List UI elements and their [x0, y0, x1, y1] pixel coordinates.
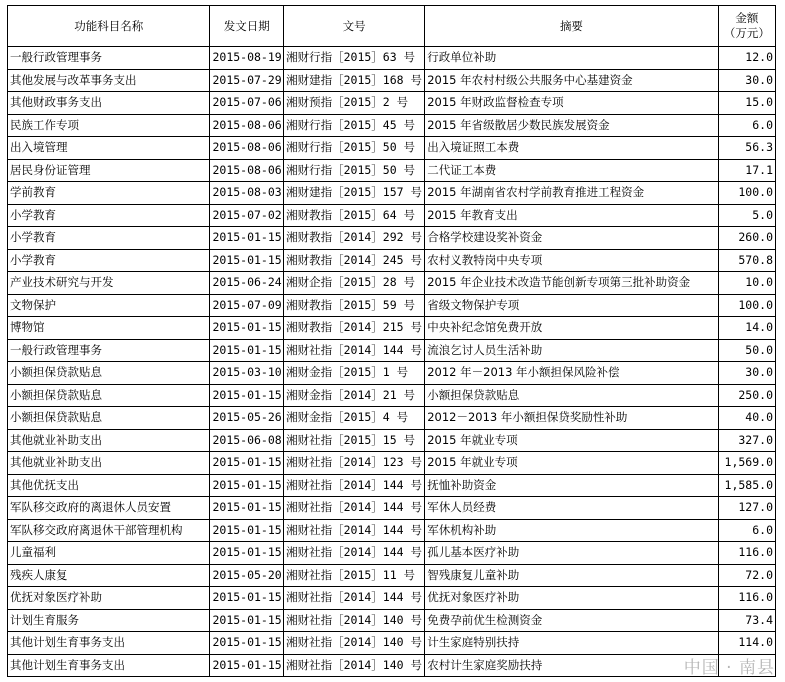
- cell-name: 产业技术研究与开发: [8, 272, 210, 295]
- cell-summary: 抚恤补助资金: [425, 474, 718, 497]
- cell-name: 其他就业补助支出: [8, 429, 210, 452]
- cell-doc-number: 湘财社指［2014］140 号: [284, 609, 425, 632]
- cell-amount: 56.3: [718, 137, 775, 160]
- cell-summary: 行政单位补助: [425, 47, 718, 70]
- cell-date: 2015-07-29: [210, 69, 284, 92]
- cell-date: 2015-01-15: [210, 632, 284, 655]
- cell-amount: 100.0: [718, 182, 775, 205]
- cell-date: 2015-01-15: [210, 384, 284, 407]
- cell-name: 学前教育: [8, 182, 210, 205]
- cell-date: 2015-03-10: [210, 362, 284, 385]
- cell-name: 博物馆: [8, 317, 210, 340]
- cell-summary: 2015 年农村村级公共服务中心基建资金: [425, 69, 718, 92]
- cell-summary: 军休人员经费: [425, 497, 718, 520]
- cell-doc-number: 湘财社指［2014］144 号: [284, 474, 425, 497]
- cell-name: 民族工作专项: [8, 114, 210, 137]
- cell-amount: 12.0: [718, 47, 775, 70]
- table-row: [8, 339, 776, 362]
- cell-doc-number: 湘财社指［2014］144 号: [284, 587, 425, 610]
- cell-date: 2015-08-03: [210, 182, 284, 205]
- cell-amount: 114.0: [718, 632, 775, 655]
- cell-summary: 小额担保贷款贴息: [425, 384, 718, 407]
- table-row: [8, 227, 776, 250]
- cell-summary: 出入境证照工本费: [425, 137, 718, 160]
- table-row: [8, 69, 776, 92]
- cell-amount: 30.0: [718, 69, 775, 92]
- table-row: [8, 272, 776, 295]
- cell-date: 2015-07-09: [210, 294, 284, 317]
- cell-name: 小额担保贷款贴息: [8, 384, 210, 407]
- cell-name: 居民身份证管理: [8, 159, 210, 182]
- table-row: [8, 654, 776, 677]
- cell-amount: 50.0: [718, 339, 775, 362]
- cell-amount: 100.0: [718, 294, 775, 317]
- cell-amount: 327.0: [718, 429, 775, 452]
- cell-summary: 计生家庭特别扶持: [425, 632, 718, 655]
- table-row: [8, 137, 776, 160]
- cell-doc-number: 湘财社指［2014］140 号: [284, 632, 425, 655]
- header-amount-line1: 金额: [735, 11, 759, 25]
- cell-amount: 1,585.0: [718, 474, 775, 497]
- table-row: [8, 407, 776, 430]
- cell-name: 其他就业补助支出: [8, 452, 210, 475]
- cell-summary: 流浪乞讨人员生活补助: [425, 339, 718, 362]
- cell-name: 其他计划生育事务支出: [8, 654, 210, 677]
- cell-summary: 2015 年就业专项: [425, 429, 718, 452]
- table-row: [8, 609, 776, 632]
- cell-amount: 1,569.0: [718, 452, 775, 475]
- cell-summary: 免费孕前优生检测资金: [425, 609, 718, 632]
- cell-date: 2015-05-26: [210, 407, 284, 430]
- cell-date: 2015-08-06: [210, 137, 284, 160]
- cell-name: 小学教育: [8, 204, 210, 227]
- header-doc: 文号: [284, 6, 425, 47]
- cell-summary: 合格学校建设奖补资金: [425, 227, 718, 250]
- table-row: [8, 587, 776, 610]
- header-amount-line2: （万元）: [723, 26, 770, 40]
- cell-summary: 农村计生家庭奖励扶持: [425, 654, 718, 677]
- cell-name: 一般行政管理事务: [8, 47, 210, 70]
- cell-amount: 17.1: [718, 159, 775, 182]
- cell-summary: 2015 年财政监督检查专项: [425, 92, 718, 115]
- cell-date: 2015-01-15: [210, 249, 284, 272]
- table-row: [8, 519, 776, 542]
- cell-summary: 军休机构补助: [425, 519, 718, 542]
- table-row: [8, 47, 776, 70]
- cell-name: 小学教育: [8, 227, 210, 250]
- cell-amount: 10.0: [718, 272, 775, 295]
- cell-doc-number: 湘财社指［2014］123 号: [284, 452, 425, 475]
- header-amount: [718, 6, 775, 47]
- table-row: [8, 632, 776, 655]
- cell-doc-number: 湘财教指［2015］64 号: [284, 204, 425, 227]
- header-row: [8, 6, 776, 47]
- cell-name: 优抚对象医疗补助: [8, 587, 210, 610]
- cell-date: 2015-01-15: [210, 609, 284, 632]
- cell-summary: 2012 年－2013 年小额担保风险补偿: [425, 362, 718, 385]
- cell-name: 残疾人康复: [8, 564, 210, 587]
- cell-amount: 570.8: [718, 249, 775, 272]
- table-row: [8, 317, 776, 340]
- header-name: 功能科目名称: [8, 6, 210, 47]
- cell-date: 2015-07-06: [210, 92, 284, 115]
- cell-doc-number: 湘财社指［2015］11 号: [284, 564, 425, 587]
- cell-name: 其他发展与改革事务支出: [8, 69, 210, 92]
- cell-amount: 5.0: [718, 204, 775, 227]
- table-row: [8, 249, 776, 272]
- cell-date: 2015-06-24: [210, 272, 284, 295]
- cell-name: 计划生育服务: [8, 609, 210, 632]
- cell-amount: 73.4: [718, 609, 775, 632]
- cell-amount: 6.0: [718, 519, 775, 542]
- cell-date: 2015-01-15: [210, 474, 284, 497]
- cell-name: 小额担保贷款贴息: [8, 362, 210, 385]
- table-row: [8, 182, 776, 205]
- cell-doc-number: 湘财教指［2014］245 号: [284, 249, 425, 272]
- cell-doc-number: 湘财金指［2015］1 号: [284, 362, 425, 385]
- cell-summary: 二代证工本费: [425, 159, 718, 182]
- cell-amount: 250.0: [718, 384, 775, 407]
- table-row: [8, 564, 776, 587]
- table-row: [8, 114, 776, 137]
- funding-table: [7, 5, 776, 677]
- cell-doc-number: 湘财行指［2015］63 号: [284, 47, 425, 70]
- cell-amount: 116.0: [718, 587, 775, 610]
- cell-doc-number: 湘财金指［2014］21 号: [284, 384, 425, 407]
- cell-summary: 2015 年省级散居少数民族发展资金: [425, 114, 718, 137]
- cell-date: 2015-01-15: [210, 519, 284, 542]
- cell-summary: 优抚对象医疗补助: [425, 587, 718, 610]
- cell-name: 小学教育: [8, 249, 210, 272]
- cell-doc-number: 湘财建指［2015］168 号: [284, 69, 425, 92]
- cell-date: 2015-01-15: [210, 654, 284, 677]
- cell-doc-number: 湘财社指［2014］144 号: [284, 497, 425, 520]
- cell-doc-number: 湘财社指［2014］140 号: [284, 654, 425, 677]
- cell-amount: 30.0: [718, 362, 775, 385]
- cell-summary: 智残康复儿童补助: [425, 564, 718, 587]
- cell-doc-number: 湘财行指［2015］45 号: [284, 114, 425, 137]
- cell-summary: 农村义教特岗中央专项: [425, 249, 718, 272]
- cell-summary: 中央补纪念馆免费开放: [425, 317, 718, 340]
- cell-name: 出入境管理: [8, 137, 210, 160]
- cell-doc-number: 湘财企指［2015］28 号: [284, 272, 425, 295]
- cell-date: 2015-05-20: [210, 564, 284, 587]
- cell-name: 文物保护: [8, 294, 210, 317]
- table-row: [8, 294, 776, 317]
- cell-amount: 6.0: [718, 114, 775, 137]
- cell-name: 军队移交政府的离退休人员安置: [8, 497, 210, 520]
- cell-doc-number: 湘财教指［2014］292 号: [284, 227, 425, 250]
- table-row: [8, 204, 776, 227]
- cell-amount: 72.0: [718, 564, 775, 587]
- table-row: [8, 92, 776, 115]
- cell-date: 2015-08-06: [210, 114, 284, 137]
- cell-doc-number: 湘财建指［2015］157 号: [284, 182, 425, 205]
- cell-doc-number: 湘财社指［2015］15 号: [284, 429, 425, 452]
- table-row: [8, 497, 776, 520]
- cell-name: 其他优抚支出: [8, 474, 210, 497]
- header-summary: 摘要: [425, 6, 718, 47]
- watermark-text: 中国 · 南县: [683, 658, 775, 678]
- table-row: [8, 362, 776, 385]
- cell-date: 2015-01-15: [210, 339, 284, 362]
- cell-doc-number: 湘财社指［2014］144 号: [284, 519, 425, 542]
- cell-date: 2015-07-02: [210, 204, 284, 227]
- cell-amount: 116.0: [718, 542, 775, 565]
- cell-summary: 2015 年企业技术改造节能创新专项第三批补助资金: [425, 272, 718, 295]
- cell-doc-number: 湘财预指［2015］2 号: [284, 92, 425, 115]
- table-row: [8, 542, 776, 565]
- cell-summary: 省级文物保护专项: [425, 294, 718, 317]
- cell-amount: 40.0: [718, 407, 775, 430]
- cell-name: 军队移交政府离退休干部管理机构: [8, 519, 210, 542]
- table-row: [8, 474, 776, 497]
- cell-amount: 260.0: [718, 227, 775, 250]
- cell-summary: 2015 年就业专项: [425, 452, 718, 475]
- cell-doc-number: 湘财社指［2014］144 号: [284, 542, 425, 565]
- cell-date: 2015-01-15: [210, 497, 284, 520]
- cell-doc-number: 湘财金指［2015］4 号: [284, 407, 425, 430]
- cell-doc-number: 湘财教指［2015］59 号: [284, 294, 425, 317]
- cell-name: 一般行政管理事务: [8, 339, 210, 362]
- cell-date: 2015-08-19: [210, 47, 284, 70]
- cell-date: 2015-06-08: [210, 429, 284, 452]
- cell-name: 其他计划生育事务支出: [8, 632, 210, 655]
- cell-summary: 孤儿基本医疗补助: [425, 542, 718, 565]
- cell-summary: 2015 年湖南省农村学前教育推进工程资金: [425, 182, 718, 205]
- table-row: [8, 159, 776, 182]
- cell-name: 其他财政事务支出: [8, 92, 210, 115]
- header-date: 发文日期: [210, 6, 284, 47]
- cell-amount: 14.0: [718, 317, 775, 340]
- cell-doc-number: 湘财社指［2014］144 号: [284, 339, 425, 362]
- cell-date: 2015-08-06: [210, 159, 284, 182]
- cell-summary: 2012－2013 年小额担保贷奖励性补助: [425, 407, 718, 430]
- cell-date: 2015-01-15: [210, 452, 284, 475]
- cell-name: 小额担保贷款贴息: [8, 407, 210, 430]
- cell-date: 2015-01-15: [210, 542, 284, 565]
- table-row: [8, 429, 776, 452]
- table-row: [8, 384, 776, 407]
- table-row: [8, 452, 776, 475]
- cell-amount: 15.0: [718, 92, 775, 115]
- cell-amount: 127.0: [718, 497, 775, 520]
- cell-doc-number: 湘财行指［2015］50 号: [284, 137, 425, 160]
- cell-date: 2015-01-15: [210, 227, 284, 250]
- cell-name: 儿童福利: [8, 542, 210, 565]
- cell-doc-number: 湘财教指［2014］215 号: [284, 317, 425, 340]
- cell-date: 2015-01-15: [210, 317, 284, 340]
- cell-summary: 2015 年教育支出: [425, 204, 718, 227]
- cell-date: 2015-01-15: [210, 587, 284, 610]
- cell-doc-number: 湘财行指［2015］50 号: [284, 159, 425, 182]
